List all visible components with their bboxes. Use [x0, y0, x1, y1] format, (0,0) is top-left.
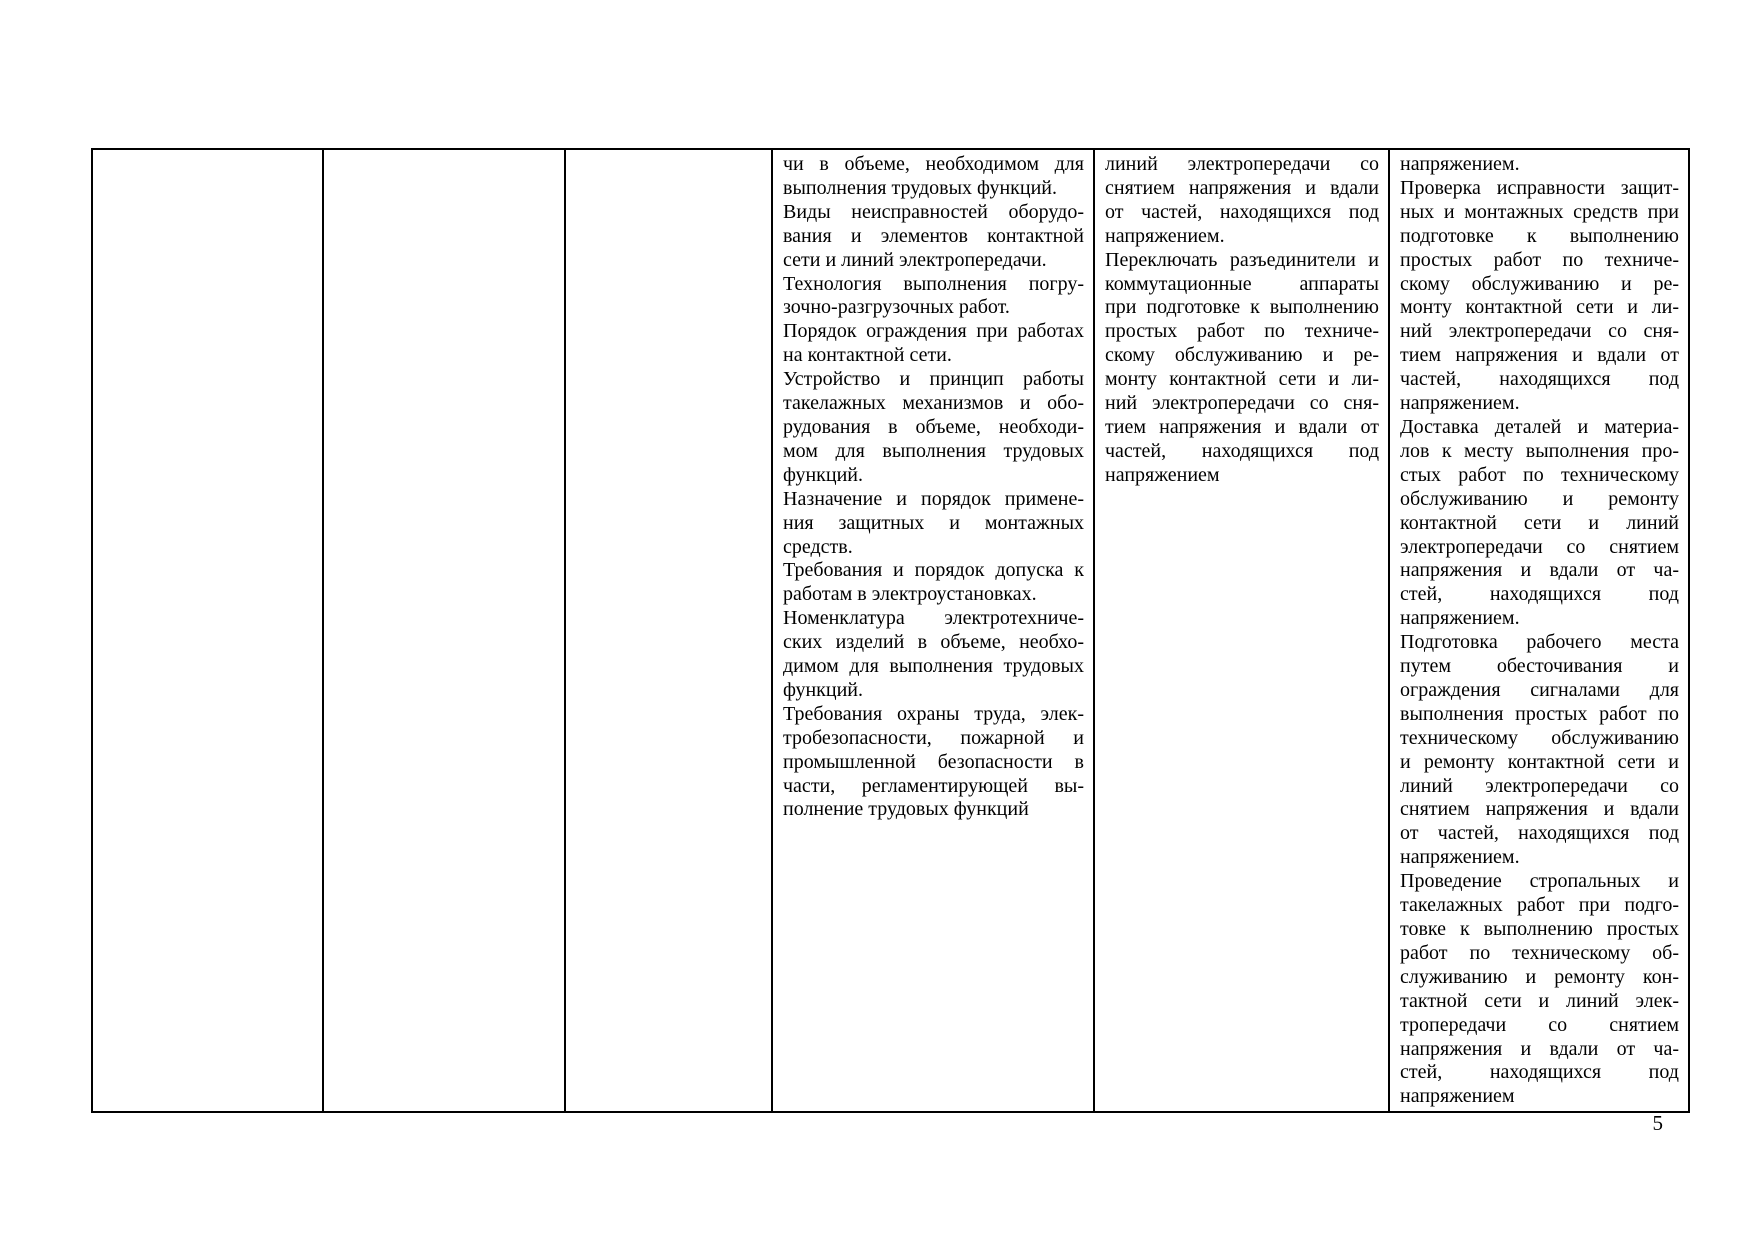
table-cell	[565, 149, 772, 1112]
page-number: 5	[1652, 1111, 1663, 1135]
text-line: Переключать разъединители и	[1105, 248, 1379, 271]
table-cell	[1389, 149, 1689, 1112]
text-line: ний электропередачи со сня-	[1105, 392, 1379, 415]
text-line: частей, находящихся под	[1400, 368, 1679, 391]
text-line: ных и монтажных средств при	[1400, 200, 1679, 223]
text-line: линий электропередачи со	[1105, 153, 1379, 175]
text-line: функций.	[783, 463, 863, 486]
table-cell	[92, 149, 323, 1112]
table-cell	[323, 149, 565, 1112]
text-line: Устройство и принцип работы	[783, 368, 1084, 391]
text-line: Назначение и порядок примене-	[783, 487, 1084, 510]
text-line: мом для выполнения трудовых	[783, 439, 1084, 462]
text-line: путем обесточивания и	[1400, 655, 1679, 678]
text-line: работ по техническому об-	[1400, 941, 1679, 964]
text-line: от частей, находящихся под	[1400, 822, 1679, 845]
text-line: напряжением	[1105, 463, 1220, 486]
text-line: Порядок ограждения при работах	[783, 320, 1084, 343]
text-line: работам в электроустановках.	[783, 583, 1037, 606]
text-line: сети и линий электропередачи.	[783, 248, 1047, 271]
text-line: стых работ по техническому	[1400, 463, 1679, 486]
text-line: зочно-разгрузочных работ.	[783, 296, 1010, 319]
text-line: скому обслуживанию и ре-	[1400, 272, 1679, 295]
text-line: части, регламентирующей вы-	[783, 774, 1084, 797]
text-line: на контактной сети.	[783, 344, 952, 367]
text-line: Требования охраны труда, элек-	[783, 702, 1084, 725]
text-line: Виды неисправностей оборудо-	[783, 200, 1084, 223]
text-line: напряжением.	[1105, 224, 1225, 247]
text-line: напряжением.	[1400, 607, 1520, 630]
text-line: напряжения и вдали от ча-	[1400, 1037, 1679, 1060]
text-line: ограждения сигналами для	[1400, 678, 1679, 701]
text-line: товке к выполнению простых	[1400, 918, 1679, 940]
text-line: Проведение стропальных и	[1400, 870, 1679, 893]
text-line: такелажных механизмов и обо-	[783, 392, 1084, 415]
text-line: снятием напряжения и вдали	[1105, 176, 1379, 199]
text-line: подготовке к выполнению	[1400, 224, 1679, 247]
text-line: служиванию и ремонту кон-	[1400, 965, 1679, 988]
text-line: Требования и порядок допуска к	[783, 559, 1084, 582]
table-cell	[772, 149, 1094, 1112]
text-line: обслуживанию и ремонту	[1400, 487, 1679, 510]
text-line: димом для выполнения трудовых	[783, 655, 1084, 678]
text-line: Проверка исправности защит-	[1400, 176, 1679, 199]
text-line: при подготовке к выполнению	[1105, 296, 1379, 319]
text-line: линий электропередачи со	[1400, 774, 1679, 797]
text-line: тием напряжения и вдали от	[1105, 415, 1379, 438]
text-line: от частей, находящихся под	[1105, 200, 1379, 223]
text-line: ния защитных и монтажных	[783, 511, 1084, 534]
text-line: монту контактной сети и ли-	[1400, 296, 1679, 319]
text-line: тробезопасности, пожарной и	[783, 726, 1084, 749]
text-line: вания и элементов контактной	[783, 224, 1084, 247]
text-line: Доставка деталей и материа-	[1400, 415, 1679, 438]
text-line: снятием напряжения и вдали	[1400, 798, 1679, 821]
text-line: такелажных работ при подго-	[1400, 894, 1679, 917]
text-line: полнение трудовых функций	[783, 798, 1029, 821]
text-line: ских изделий в объеме, необхо-	[783, 631, 1084, 654]
text-line: тием напряжения и вдали от	[1400, 344, 1679, 367]
competency-table	[91, 148, 1690, 1113]
text-line: напряжением	[1400, 1085, 1515, 1108]
table-row	[92, 149, 1689, 1112]
text-line: напряжением.	[1400, 153, 1520, 175]
text-line: ний электропередачи со сня-	[1400, 320, 1679, 343]
text-line: тропередачи со снятием	[1400, 1013, 1679, 1036]
text-line: электропередачи со снятием	[1400, 535, 1679, 558]
text-line: средств.	[783, 535, 853, 558]
text-line: стей, находящихся под	[1400, 583, 1679, 606]
text-line: стей, находящихся под	[1400, 1061, 1679, 1084]
text-line: выполнения простых работ по	[1400, 702, 1679, 725]
text-line: простых работ по техниче-	[1400, 248, 1679, 271]
text-line: коммутационные аппараты	[1105, 272, 1379, 295]
text-line: контактной сети и линий	[1400, 511, 1679, 534]
text-line: Подготовка рабочего места	[1400, 631, 1679, 654]
text-line: напряжения и вдали от ча-	[1400, 559, 1679, 582]
text-line: напряжением.	[1400, 392, 1520, 415]
table-cell	[1094, 149, 1389, 1112]
text-line: Номенклатура электротехниче-	[783, 607, 1084, 630]
text-line: тактной сети и линий элек-	[1400, 989, 1679, 1012]
text-line: промышленной безопасности в	[783, 750, 1084, 773]
text-line: выполнения трудовых функций.	[783, 176, 1057, 199]
text-line: частей, находящихся под	[1105, 439, 1379, 462]
text-line: простых работ по техниче-	[1105, 320, 1379, 343]
text-line: Технология выполнения погру-	[783, 272, 1084, 295]
text-line: скому обслуживанию и ре-	[1105, 344, 1379, 367]
text-line: и ремонту контактной сети и	[1400, 750, 1679, 773]
text-line: лов к месту выполнения про-	[1400, 439, 1679, 462]
text-line: функций.	[783, 678, 863, 701]
text-line: рудования в объеме, необходи-	[783, 415, 1084, 438]
text-line: чи в объеме, необходимом для	[783, 153, 1084, 175]
text-line: техническому обслуживанию	[1400, 726, 1679, 749]
text-line: напряжением.	[1400, 846, 1520, 869]
text-line: монту контактной сети и ли-	[1105, 368, 1379, 391]
